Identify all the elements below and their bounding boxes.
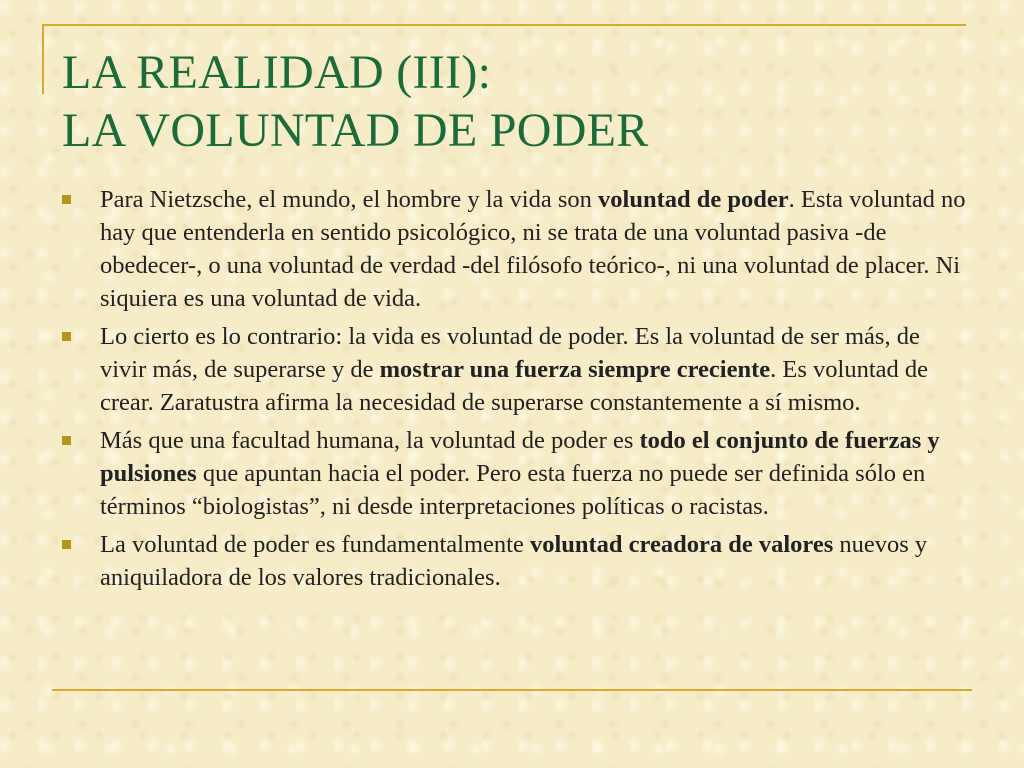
item-emphasis: mostrar una fuerza siempre creciente: [379, 356, 771, 383]
item-text: Más que una facultad humana, la voluntad de poder es: [100, 427, 640, 454]
left-divider: [42, 24, 44, 94]
square-bullet-icon: [62, 540, 71, 549]
item-text: nuevos y aniquiladora de los valores tradicionales.: [100, 531, 928, 591]
top-divider: [42, 24, 966, 26]
item-emphasis: voluntad creadora de valores: [529, 531, 834, 558]
title-line-2: LA VOLUNTAD DE PODER: [62, 104, 649, 157]
item-text: . Esta voluntad no hay que entenderla en sentido psicológico, ni se trata de una voluntad pasiva -de obedecer-, o una voluntad de verdad -del filósofo teórico-, ni una voluntad de placer. Ni siquiera es una voluntad de vida.: [100, 186, 966, 312]
item-text: que apuntan hacia el poder. Pero esta fuerza no puede ser definida sólo en términos “biologistas”, ni desde interpretaciones políticas o racistas.: [100, 460, 926, 520]
square-bullet-icon: [62, 332, 71, 341]
item-text: Lo cierto es lo contrario: la vida es voluntad de poder. Es la voluntad de ser más, de vivir más, de superarse y de: [100, 323, 920, 383]
page-title: [62, 44, 649, 160]
bottom-divider: [52, 689, 972, 691]
item-text: Para Nietzsche, el mundo, el hombre y la vida son: [100, 186, 599, 213]
item-text: La voluntad de poder es fundamentalmente: [100, 531, 530, 558]
item-emphasis: voluntad de poder: [598, 186, 789, 213]
square-bullet-icon: [62, 195, 71, 204]
item-text: . Es voluntad de crear. Zaratustra afirma la necesidad de superarse constantemente a sí mismo.: [100, 356, 929, 416]
square-bullet-icon: [62, 436, 71, 445]
list-item: [62, 528, 967, 594]
list-item: [62, 424, 967, 523]
list-item: [62, 320, 967, 419]
list-item: [62, 183, 967, 315]
bullet-list: [62, 183, 967, 599]
title-line-1: LA REALIDAD (III):: [62, 46, 492, 99]
item-emphasis: todo el conjunto de fuerzas y pulsiones: [100, 427, 940, 487]
